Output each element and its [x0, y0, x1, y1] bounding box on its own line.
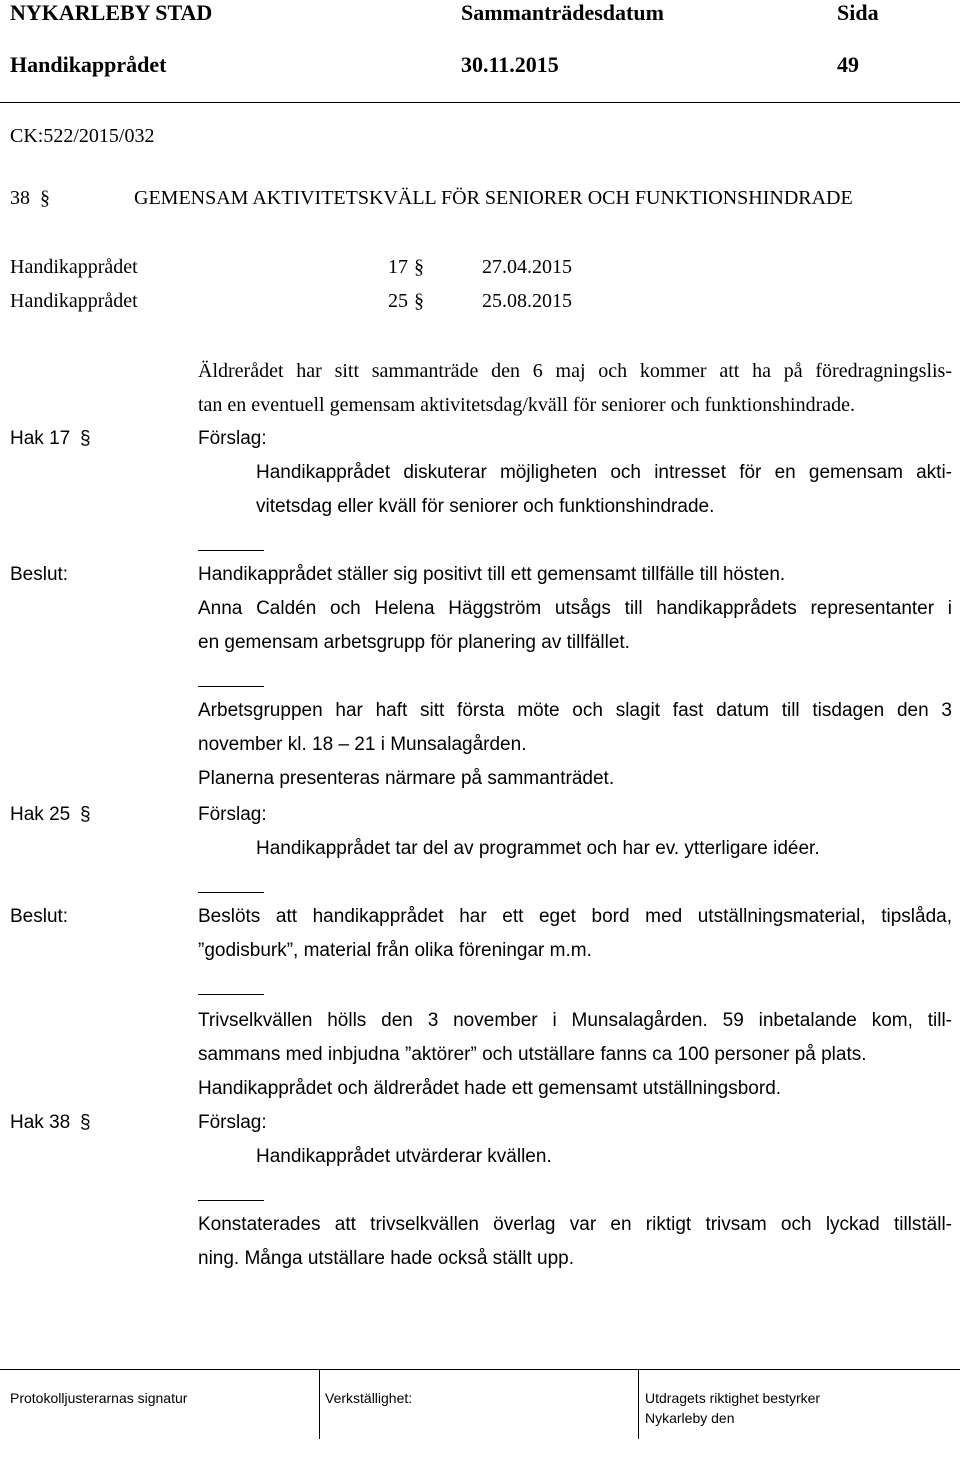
proposal-text: Handikapprådet utvärderar kvällen. — [256, 1146, 552, 1167]
text-line: Planerna presenteras närmare på sammanträdet. — [198, 768, 615, 789]
text-line: Handikapprådet diskuterar möjligheten och intresset för en gemensam akti- — [256, 462, 952, 483]
forslag-label: Förslag: — [198, 1112, 267, 1133]
text-line: Äldrerådet har sitt sammanträde den 6 maj och kommer att ha på föredragningslis- — [198, 360, 952, 382]
text-line: en gemensam arbetsgrupp för planering av tillfället. — [198, 632, 630, 653]
footer-divider — [638, 1369, 639, 1439]
case-reference: CK:522/2015/032 — [10, 125, 155, 147]
section-sign: § — [80, 1112, 91, 1133]
history-paragraph: 17 — [388, 256, 408, 278]
text-line: Konstaterades att trivselkvällen överlag var en riktigt trivsam och lyckad tillställ- — [198, 1214, 952, 1235]
decision-text — [198, 900, 952, 968]
history-date: 25.08.2015 — [482, 290, 572, 312]
text-line: Anna Caldén och Helena Häggström utsågs till handikapprådets representanter i — [198, 598, 952, 619]
separator-dash — [198, 892, 264, 893]
forslag-label: Förslag: — [198, 804, 267, 825]
paragraph-intro — [198, 354, 952, 422]
footer-city-date: Nykarleby den — [645, 1410, 735, 1426]
header-rule — [0, 102, 960, 103]
history-body: Handikapprådet — [10, 256, 138, 278]
footer-rule — [0, 1369, 960, 1370]
decision-text: Handikapprådet ställer sig positivt till ett gemensamt tillfälle till hösten. — [198, 564, 786, 585]
margin-hak25: Hak 25 — [10, 804, 71, 825]
text-line: vitetsdag eller kväll för seniorer och funktionshindrade. — [256, 496, 715, 517]
text-line: Arbetsgruppen har haft sitt första möte och slagit fast datum till tisdagen den 3 — [198, 700, 952, 721]
text-line: sammans med inbjudna ”aktörer” och utställare fanns ca 100 personer på plats. — [198, 1044, 867, 1065]
org-name: NYKARLEBY STAD — [10, 0, 213, 25]
footer-signature-label: Protokolljusterarnas signatur — [10, 1390, 188, 1406]
separator-dash — [198, 1200, 264, 1201]
margin-beslut: Beslut: — [10, 906, 69, 927]
section-sign: § — [80, 428, 91, 449]
footer-divider — [319, 1369, 320, 1439]
margin-hak17: Hak 17 — [10, 428, 71, 449]
page-number: 49 — [837, 52, 859, 77]
footer-execution-label: Verkställighet: — [325, 1390, 413, 1406]
text-line: Beslöts att handikapprådet har ett eget bord med utställningsmaterial, tipslåda, — [198, 906, 952, 927]
meeting-date: 30.11.2015 — [461, 52, 559, 77]
paragraph-workgroup — [198, 694, 952, 796]
item-title: GEMENSAM AKTIVITETSKVÄLL FÖR SENIORER OCH FUNKTIONSHINDRADE — [134, 187, 853, 209]
item-number: 38 — [10, 187, 30, 209]
proposal-text: Handikapprådet tar del av programmet och har ev. ytterligare idéer. — [256, 838, 820, 859]
history-body: Handikapprådet — [10, 290, 138, 312]
history-date: 27.04.2015 — [482, 256, 572, 278]
text-line: tan en eventuell gemensam aktivitetsdag/kväll för seniorer och funktionshindrade. — [198, 394, 856, 416]
section-sign: § — [40, 187, 50, 209]
proposal-text — [256, 456, 952, 524]
margin-beslut: Beslut: — [10, 564, 69, 585]
paragraph-representatives — [198, 592, 952, 660]
separator-dash — [198, 550, 264, 551]
text-line: ning. Många utställare hade också ställt upp. — [198, 1248, 575, 1269]
date-label: Sammanträdesdatum — [461, 0, 664, 25]
separator-dash — [198, 686, 264, 687]
text-line: november kl. 18 – 21 i Munsalagården. — [198, 734, 527, 755]
section-sign: § — [80, 804, 91, 825]
forslag-label: Förslag: — [198, 428, 267, 449]
separator-dash — [198, 994, 264, 995]
history-paragraph: 25 — [388, 290, 408, 312]
text-line: Handikapprådet och äldrerådet hade ett gemensamt utställningsbord. — [198, 1078, 782, 1099]
paragraph-conclusion — [198, 1208, 952, 1276]
body-name: Handikapprådet — [10, 52, 167, 77]
text-line: ”godisburk”, material från olika föreningar m.m. — [198, 940, 592, 961]
margin-hak38: Hak 38 — [10, 1112, 71, 1133]
section-sign: § — [414, 290, 424, 312]
section-sign: § — [414, 256, 424, 278]
paragraph-evening — [198, 1004, 952, 1106]
footer-extract-label: Utdragets riktighet bestyrker — [645, 1390, 821, 1406]
page-label: Sida — [837, 0, 879, 25]
text-line: Trivselkvällen hölls den 3 november i Munsalagården. 59 inbetalande kom, till- — [198, 1010, 952, 1031]
